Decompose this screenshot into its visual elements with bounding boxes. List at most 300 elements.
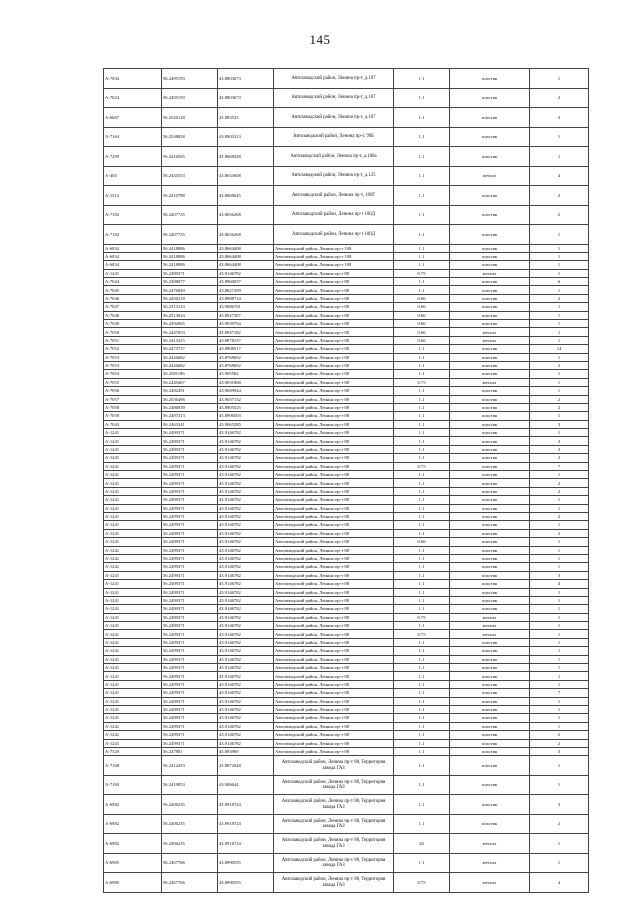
address-cell: Автозаводский район, Ленина пр-т 100Д: [274, 225, 394, 245]
material-cell: пластик: [450, 370, 530, 378]
count-cell: 1: [530, 563, 589, 571]
volume-cell: 1.1: [394, 814, 450, 834]
site-id-cell: А-7058: [104, 403, 162, 411]
material-cell: металл: [450, 378, 530, 386]
table-row: [104, 747, 589, 755]
latitude-cell: 56.2499371: [162, 454, 218, 462]
count-cell: 3: [530, 795, 589, 815]
table-row: [104, 336, 589, 344]
latitude-cell: 56.2513123: [162, 303, 218, 311]
latitude-cell: 56.2499371: [162, 513, 218, 521]
longitude-cell: 43.8668645: [218, 186, 274, 206]
volume-cell: 1.1: [394, 563, 450, 571]
latitude-cell: 56.2499371: [162, 630, 218, 638]
volume-cell: 0.66: [394, 311, 450, 319]
material-cell: пластик: [450, 147, 530, 167]
volume-cell: 0.66: [394, 320, 450, 328]
material-cell: пластик: [450, 225, 530, 245]
table-row: [104, 269, 589, 277]
address-cell: Автозаводский район, Ленина пр-т 88: [274, 429, 394, 437]
material-cell: пластик: [450, 395, 530, 403]
latitude-cell: 56.2499371: [162, 529, 218, 537]
material-cell: пластик: [450, 454, 530, 462]
address-cell: Автозаводский район, Ленина пр-т 88: [274, 630, 394, 638]
latitude-cell: 56.2426682: [162, 353, 218, 361]
table-row: [104, 147, 589, 167]
table-row: [104, 353, 589, 361]
count-cell: 1: [530, 630, 589, 638]
count-cell: 1: [530, 521, 589, 529]
latitude-cell: 56.2492065: [162, 320, 218, 328]
longitude-cell: 43.8664408: [218, 244, 274, 252]
address-cell: Автозаводский район, Ленина пр-т 88: [274, 580, 394, 588]
address-cell: Автозаводский район, Ленина пр-т, д.107: [274, 88, 394, 108]
volume-cell: 1.1: [394, 345, 450, 353]
volume-cell: 20: [394, 834, 450, 854]
site-id-cell: А-7056: [104, 387, 162, 395]
table-row: [104, 445, 589, 453]
latitude-cell: 56.2499371: [162, 487, 218, 495]
longitude-cell: 43.9146782: [218, 638, 274, 646]
volume-cell: 1.1: [394, 546, 450, 554]
address-cell: Автозаводский район, Ленина пр-т 88: [274, 739, 394, 747]
table-row: [104, 588, 589, 596]
table-row: [104, 186, 589, 206]
material-cell: пластик: [450, 638, 530, 646]
count-cell: 1: [530, 538, 589, 546]
count-cell: 1: [530, 596, 589, 604]
address-cell: Автозаводский район, Ленина пр-т 88: [274, 655, 394, 663]
count-cell: 1: [530, 756, 589, 776]
latitude-cell: 56.2499371: [162, 504, 218, 512]
count-cell: 2: [530, 361, 589, 369]
count-cell: 1: [530, 834, 589, 854]
latitude-cell: 56.2499371: [162, 722, 218, 730]
longitude-cell: 43.8827209: [218, 286, 274, 294]
latitude-cell: 56.2486839: [162, 403, 218, 411]
count-cell: 2: [530, 186, 589, 206]
page-number: 145: [309, 32, 331, 47]
count-cell: 1: [530, 269, 589, 277]
latitude-cell: 56.2499371: [162, 571, 218, 579]
material-cell: пластик: [450, 88, 530, 108]
address-cell: Автозаводский район, Ленина пр-т 88: [274, 647, 394, 655]
address-cell: Автозаводский район, Ленина пр-т 88: [274, 269, 394, 277]
material-cell: металл: [450, 269, 530, 277]
longitude-cell: 43.8653608: [218, 166, 274, 186]
volume-cell: 1.1: [394, 420, 450, 428]
longitude-cell: 43.8918724: [218, 814, 274, 834]
count-cell: 1: [530, 353, 589, 361]
site-id-cell: А-7057: [104, 395, 162, 403]
material-cell: пластик: [450, 689, 530, 697]
site-id-cell: А-1241: [104, 454, 162, 462]
table-row: [104, 395, 589, 403]
count-cell: 2: [530, 205, 589, 225]
table-row: [104, 680, 589, 688]
count-cell: 1: [530, 697, 589, 705]
count-cell: 2: [530, 513, 589, 521]
longitude-cell: 43.8768692: [218, 353, 274, 361]
table-row: [104, 664, 589, 672]
address-cell: Автозаводский район, Ленина пр-т 88: [274, 638, 394, 646]
latitude-cell: 56.2499371: [162, 714, 218, 722]
address-cell: Автозаводский район, Ленина пр-т 88: [274, 613, 394, 621]
address-cell: Автозаводский район, Ленина пр-т 88, Территория завода ГАЗ: [274, 873, 394, 893]
material-cell: пластик: [450, 580, 530, 588]
volume-cell: 0.66: [394, 328, 450, 336]
site-id-cell: А-7048: [104, 311, 162, 319]
address-cell: Автозаводский район, Ленина пр-т 88: [274, 294, 394, 302]
site-id-cell: А-7059: [104, 412, 162, 420]
count-cell: 4: [530, 580, 589, 588]
site-id-cell: А-1241: [104, 513, 162, 521]
latitude-cell: 56.2499371: [162, 664, 218, 672]
latitude-cell: 56.2473717: [162, 345, 218, 353]
count-cell: 2: [530, 479, 589, 487]
table-row: [104, 328, 589, 336]
volume-cell: 1.1: [394, 697, 450, 705]
address-cell: Автозаводский район, Ленина пр-т 88: [274, 479, 394, 487]
site-id-cell: А-7051: [104, 336, 162, 344]
material-cell: пластик: [450, 471, 530, 479]
volume-cell: 1.1: [394, 244, 450, 252]
longitude-cell: 43.9146782: [218, 596, 274, 604]
material-cell: пластик: [450, 108, 530, 128]
site-id-cell: А-1241: [104, 529, 162, 537]
table-row: [104, 529, 589, 537]
table-row: [104, 412, 589, 420]
site-id-cell: А-1241: [104, 487, 162, 495]
table-row: [104, 605, 589, 613]
count-cell: 2: [530, 437, 589, 445]
site-id-cell: А-1241: [104, 471, 162, 479]
longitude-cell: 43.9146782: [218, 680, 274, 688]
table-row: [104, 108, 589, 128]
site-id-cell: А-7045: [104, 286, 162, 294]
table-row: [104, 873, 589, 893]
longitude-cell: 43.893969: [218, 747, 274, 755]
site-id-cell: А-7053: [104, 353, 162, 361]
address-cell: Автозаводский район, Ленина пр-т 88: [274, 588, 394, 596]
table-row: [104, 378, 589, 386]
volume-cell: 1.1: [394, 638, 450, 646]
latitude-cell: 56.2412453: [162, 756, 218, 776]
count-cell: 1: [530, 853, 589, 873]
table-row: [104, 775, 589, 795]
table-row: [104, 513, 589, 521]
volume-cell: 1.1: [394, 655, 450, 663]
latitude-cell: 56.2426682: [162, 361, 218, 369]
volume-cell: 1.1: [394, 647, 450, 655]
count-cell: 1: [530, 622, 589, 630]
site-id-cell: А-6985: [104, 873, 162, 893]
count-cell: 1: [530, 605, 589, 613]
address-cell: Автозаводский район, Ленина пр-т 88, Территория завода ГАЗ: [274, 814, 394, 834]
site-id-cell: А-1241: [104, 462, 162, 470]
site-id-cell: А-7169: [104, 775, 162, 795]
table-row: [104, 454, 589, 462]
address-cell: Автозаводский район, Ленина пр-т 88: [274, 596, 394, 604]
address-cell: Автозаводский район, Ленина пр-т 88, Территория завода ГАЗ: [274, 756, 394, 776]
table-row: [104, 521, 589, 529]
site-id-cell: А-7047: [104, 303, 162, 311]
site-id-cell: А-1241: [104, 613, 162, 621]
volume-cell: 1.1: [394, 437, 450, 445]
site-id-cell: А-1241: [104, 664, 162, 672]
volume-cell: 0.75: [394, 378, 450, 386]
count-cell: 1: [530, 261, 589, 269]
table-row: [104, 205, 589, 225]
table-row: [104, 714, 589, 722]
material-cell: пластик: [450, 487, 530, 495]
count-cell: 1: [530, 412, 589, 420]
longitude-cell: 43.9146782: [218, 487, 274, 495]
table-row: [104, 563, 589, 571]
table-row: [104, 689, 589, 697]
longitude-cell: 43.9146782: [218, 664, 274, 672]
count-cell: 1: [530, 588, 589, 596]
volume-cell: 0.66: [394, 336, 450, 344]
count-cell: 1: [530, 252, 589, 260]
latitude-cell: 56.2467766: [162, 873, 218, 893]
volume-cell: 1.1: [394, 580, 450, 588]
site-id-cell: А-1241: [104, 437, 162, 445]
material-cell: пластик: [450, 596, 530, 604]
material-cell: металл: [450, 613, 530, 621]
count-cell: 1: [530, 320, 589, 328]
longitude-cell: 43.9146782: [218, 437, 274, 445]
volume-cell: 1.1: [394, 412, 450, 420]
site-id-cell: А-1241: [104, 689, 162, 697]
material-cell: пластик: [450, 361, 530, 369]
longitude-cell: 43.9146782: [218, 496, 274, 504]
table-row: [104, 471, 589, 479]
count-cell: 2: [530, 403, 589, 411]
material-cell: пластик: [450, 69, 530, 89]
material-cell: пластик: [450, 127, 530, 147]
count-cell: 1: [530, 655, 589, 663]
material-cell: пластик: [450, 795, 530, 815]
volume-cell: 0.75: [394, 630, 450, 638]
longitude-cell: 43.883523: [218, 108, 274, 128]
material-cell: пластик: [450, 588, 530, 596]
material-cell: пластик: [450, 664, 530, 672]
table-row: [104, 630, 589, 638]
latitude-cell: 56.2499371: [162, 613, 218, 621]
latitude-cell: 56.2499371: [162, 647, 218, 655]
volume-cell: 1.1: [394, 147, 450, 167]
latitude-cell: 56.2495193: [162, 69, 218, 89]
table-row: [104, 834, 589, 854]
count-cell: 2: [530, 395, 589, 403]
latitude-cell: 56.2418886: [162, 261, 218, 269]
site-id-cell: А-1241: [104, 647, 162, 655]
site-id-cell: А-1241: [104, 521, 162, 529]
address-cell: Автозаводский район, Ленина пр-т 88: [274, 680, 394, 688]
table-row: [104, 252, 589, 260]
latitude-cell: 56.2499371: [162, 462, 218, 470]
material-cell: пластик: [450, 680, 530, 688]
latitude-cell: 56.247881: [162, 747, 218, 755]
address-cell: Автозаводский район, Ленина пр-т 88: [274, 454, 394, 462]
longitude-cell: 43.9146782: [218, 722, 274, 730]
latitude-cell: 56.2388077: [162, 278, 218, 286]
volume-cell: 1.1: [394, 605, 450, 613]
volume-cell: 1.1: [394, 403, 450, 411]
table-row: [104, 361, 589, 369]
volume-cell: 1.1: [394, 395, 450, 403]
material-cell: пластик: [450, 252, 530, 260]
longitude-cell: 43.8664408: [218, 252, 274, 260]
longitude-cell: 43.8872048: [218, 756, 274, 776]
address-cell: Автозаводский район, Ленина пр-т, д.107: [274, 108, 394, 128]
count-cell: 2: [530, 445, 589, 453]
latitude-cell: 56.2499371: [162, 739, 218, 747]
site-id-cell: А-1241: [104, 622, 162, 630]
material-cell: пластик: [450, 513, 530, 521]
count-cell: 1: [530, 147, 589, 167]
latitude-cell: 56.2418886: [162, 244, 218, 252]
material-cell: пластик: [450, 739, 530, 747]
longitude-cell: 43.9146782: [218, 479, 274, 487]
table-row: [104, 504, 589, 512]
longitude-cell: 43.9146782: [218, 647, 274, 655]
site-id-cell: А-7182: [104, 205, 162, 225]
volume-cell: 1.1: [394, 554, 450, 562]
table-row: [104, 655, 589, 663]
volume-cell: 1.1: [394, 513, 450, 521]
latitude-cell: 56.2499371: [162, 672, 218, 680]
table-row: [104, 166, 589, 186]
site-id-cell: А-6985: [104, 853, 162, 873]
address-cell: Автозаводский район, Ленина пр-т 108: [274, 244, 394, 252]
material-cell: пластик: [450, 437, 530, 445]
count-cell: 1: [530, 244, 589, 252]
site-id-cell: А-7053: [104, 361, 162, 369]
longitude-cell: 43.8988724: [218, 294, 274, 302]
longitude-cell: 43.9146782: [218, 563, 274, 571]
address-cell: Автозаводский район, Ленина пр-т 88: [274, 538, 394, 546]
longitude-cell: 43.9031868: [218, 378, 274, 386]
address-cell: Автозаводский район, Ленина пр-т 88, Территория завода ГАЗ: [274, 775, 394, 795]
address-cell: Автозаводский район, Ленина пр-т 88: [274, 529, 394, 537]
volume-cell: 0.75: [394, 269, 450, 277]
material-cell: пластик: [450, 714, 530, 722]
count-cell: 1: [530, 546, 589, 554]
material-cell: пластик: [450, 731, 530, 739]
table-row: [104, 554, 589, 562]
latitude-cell: 56.2499371: [162, 580, 218, 588]
count-cell: 1: [530, 496, 589, 504]
volume-cell: 1.1: [394, 471, 450, 479]
table-row: [104, 647, 589, 655]
material-cell: пластик: [450, 420, 530, 428]
longitude-cell: 43.9146782: [218, 462, 274, 470]
latitude-cell: 56.2499371: [162, 731, 218, 739]
longitude-cell: 43.8990555: [218, 873, 274, 893]
site-id-cell: А-1241: [104, 546, 162, 554]
site-id-cell: А-6982: [104, 834, 162, 854]
site-id-cell: А-1241: [104, 722, 162, 730]
volume-cell: 1.1: [394, 205, 450, 225]
site-id-cell: А-1241: [104, 731, 162, 739]
site-id-cell: А-7046: [104, 294, 162, 302]
latitude-cell: 56.2499371: [162, 546, 218, 554]
table-row: [104, 853, 589, 873]
address-cell: Автозаводский район, Ленина пр-т 88: [274, 605, 394, 613]
address-cell: Автозаводский район, Ленина пр-т 88: [274, 286, 394, 294]
address-cell: Автозаводский район, Ленина пр-т 88: [274, 278, 394, 286]
volume-cell: 1.1: [394, 521, 450, 529]
table-row: [104, 127, 589, 147]
site-id-cell: А-7044: [104, 278, 162, 286]
table-row: [104, 261, 589, 269]
address-cell: Автозаводский район, Ленина пр-т 88: [274, 513, 394, 521]
table-row: [104, 731, 589, 739]
material-cell: пластик: [450, 294, 530, 302]
count-cell: 2: [530, 487, 589, 495]
site-id-cell: А-1241: [104, 705, 162, 713]
material-cell: пластик: [450, 403, 530, 411]
address-cell: Автозаводский район, Ленина пр-т 88: [274, 554, 394, 562]
volume-cell: 1.1: [394, 278, 450, 286]
table-row: [104, 311, 589, 319]
volume-cell: 1.1: [394, 127, 450, 147]
count-cell: 1: [530, 664, 589, 672]
site-id-cell: А-1241: [104, 563, 162, 571]
longitude-cell: 43.9146782: [218, 471, 274, 479]
latitude-cell: 56.2499371: [162, 269, 218, 277]
material-cell: пластик: [450, 504, 530, 512]
latitude-cell: 56.2581186: [162, 370, 218, 378]
site-id-cell: А-7050: [104, 328, 162, 336]
material-cell: металл: [450, 336, 530, 344]
latitude-cell: 56.2406235: [162, 795, 218, 815]
volume-cell: 1.1: [394, 487, 450, 495]
longitude-cell: 43.9146782: [218, 739, 274, 747]
volume-cell: 1.1: [394, 664, 450, 672]
address-cell: Автозаводский район, Ленина пр-т 88: [274, 336, 394, 344]
site-id-cell: А-7329: [104, 747, 162, 755]
volume-cell: 1.1: [394, 286, 450, 294]
address-cell: Автозаводский район, Ленина пр-т 88: [274, 328, 394, 336]
longitude-cell: 43.8808517: [218, 345, 274, 353]
latitude-cell: 56.2499371: [162, 496, 218, 504]
count-cell: 1: [530, 722, 589, 730]
address-cell: Автозаводский район, Ленина пр-т 88: [274, 521, 394, 529]
volume-cell: 1.1: [394, 387, 450, 395]
table-row: [104, 722, 589, 730]
longitude-cell: 43.9146782: [218, 672, 274, 680]
address-cell: Автозаводский район, Ленина пр-т 108: [274, 252, 394, 260]
address-cell: Автозаводский район, Ленина пр-т 88: [274, 353, 394, 361]
count-cell: 1: [530, 680, 589, 688]
longitude-cell: 43.8947182: [218, 328, 274, 336]
site-id-cell: А-6982: [104, 814, 162, 834]
count-cell: 3: [530, 747, 589, 755]
material-cell: пластик: [450, 429, 530, 437]
longitude-cell: 43.9146782: [218, 454, 274, 462]
longitude-cell: 43.9146782: [218, 622, 274, 630]
site-id-cell: А-1241: [104, 588, 162, 596]
site-id-cell: А-1241: [104, 714, 162, 722]
count-cell: 2: [530, 294, 589, 302]
address-cell: Автозаводский район, Ленина пр-т 88: [274, 747, 394, 755]
table-row: [104, 69, 589, 89]
longitude-cell: 43.8656268: [218, 205, 274, 225]
table-row: [104, 571, 589, 579]
